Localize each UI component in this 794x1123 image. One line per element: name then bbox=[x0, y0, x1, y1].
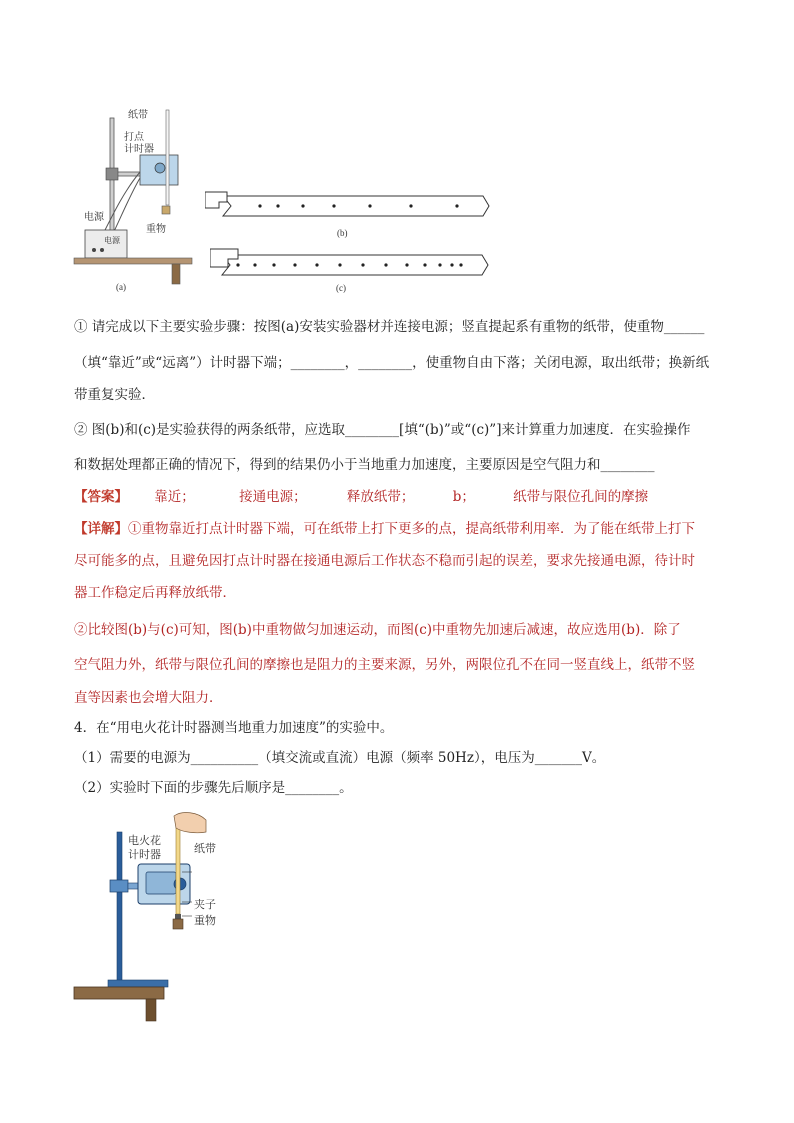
detail-line6: 直等因素也会增大阻力． bbox=[74, 690, 223, 706]
spark-paper-tape-label: 纸带 bbox=[194, 842, 216, 855]
figure-c-caption: (c) bbox=[336, 283, 346, 293]
q3-step1-line1: ① 请完成以下主要实验步骤：按图(a)安装实验器材并连接电源；竖直提起系有重物的纸带，使重物______ bbox=[74, 319, 705, 335]
detail-line4: ②比较图(b)与(c)可知，图(b)中重物做匀加速运动，而图(c)中重物先加速后减速，故应选用(b)．除了 bbox=[74, 622, 681, 638]
figure-b-caption: (b) bbox=[337, 228, 348, 238]
tape-b-drawing bbox=[205, 188, 495, 228]
answer-item-2: 接通电源； bbox=[239, 489, 307, 505]
figure-a bbox=[70, 100, 200, 300]
tape-c-drawing bbox=[210, 245, 500, 285]
paper-tape-label: 纸带 bbox=[128, 110, 148, 121]
timer-label-2: 计时器 bbox=[124, 144, 154, 155]
figure-spark-timer bbox=[70, 812, 250, 1027]
clip-label: 夹子 bbox=[194, 898, 216, 911]
timer-label-1: 打点 bbox=[124, 132, 144, 143]
power-box-label: 电源 bbox=[104, 236, 120, 245]
detail-text-1: ①重物靠近打点计时器下端，可在纸带上打下更多的点，提高纸带利用率．为了能在纸带上打下 bbox=[128, 521, 695, 537]
power-label: 电源 bbox=[84, 212, 104, 223]
q3-step1-line3: 带重复实验． bbox=[74, 387, 155, 403]
detail-line3: 器工作稳定后再释放纸带． bbox=[74, 585, 236, 601]
figure-a-caption: (a) bbox=[116, 282, 126, 292]
q4-title: 4．在“用电火花计时器测当地重力加速度”的实验中。 bbox=[74, 720, 394, 736]
figure-b bbox=[205, 188, 495, 240]
answer-item-4: b； bbox=[452, 489, 475, 505]
q3-step2-line2: 和数据处理都正确的情况下，得到的结果仍小于当地重力加速度，主要原因是空气阻力和________ bbox=[74, 457, 655, 473]
q3-step2-line1: ② 图(b)和(c)是实验获得的两条纸带，应选取________[填“(b)”或“(c)”]来计算重力加速度．在实验操作 bbox=[74, 422, 691, 438]
detail-line2: 尽可能多的点，且避免因打点计时器在接通电源后工作状态不稳而引起的误差，要求先接通电源，待计时 bbox=[74, 553, 695, 569]
answer-tag: 【答案】 bbox=[74, 489, 128, 505]
detail-tag: 【详解】 bbox=[74, 521, 128, 537]
answer-item-5: 纸带与限位孔间的摩擦 bbox=[513, 489, 649, 505]
figure-c bbox=[210, 245, 500, 297]
q4-part2: （2）实验时下面的步骤先后顺序是________。 bbox=[74, 780, 353, 796]
q3-step1-line2: （填“靠近”或“远离”）计时器下端；________，________，使重物自由下落；关闭电源，取出纸带；换新纸 bbox=[74, 355, 710, 371]
answer-item-3: 释放纸带； bbox=[346, 489, 415, 505]
detail-line5: 空气阻力外，纸带与限位孔间的摩擦也是阻力的主要来源，另外，两限位孔不在同一竖直线上，纸带不竖 bbox=[74, 657, 695, 673]
detail-line1 bbox=[74, 519, 734, 539]
weight-label: 重物 bbox=[146, 224, 166, 235]
answer-item-1: 靠近； bbox=[154, 489, 195, 505]
q4-part1: （1）需要的电源为__________（填交流或直流）电源（频率 50Hz），电压为_______V。 bbox=[74, 750, 606, 766]
spark-timer-label-2: 计时器 bbox=[128, 848, 161, 861]
spark-timer-label-1: 电火花 bbox=[128, 834, 161, 847]
spark-weight-label: 重物 bbox=[194, 914, 216, 927]
answer-line bbox=[74, 487, 734, 507]
